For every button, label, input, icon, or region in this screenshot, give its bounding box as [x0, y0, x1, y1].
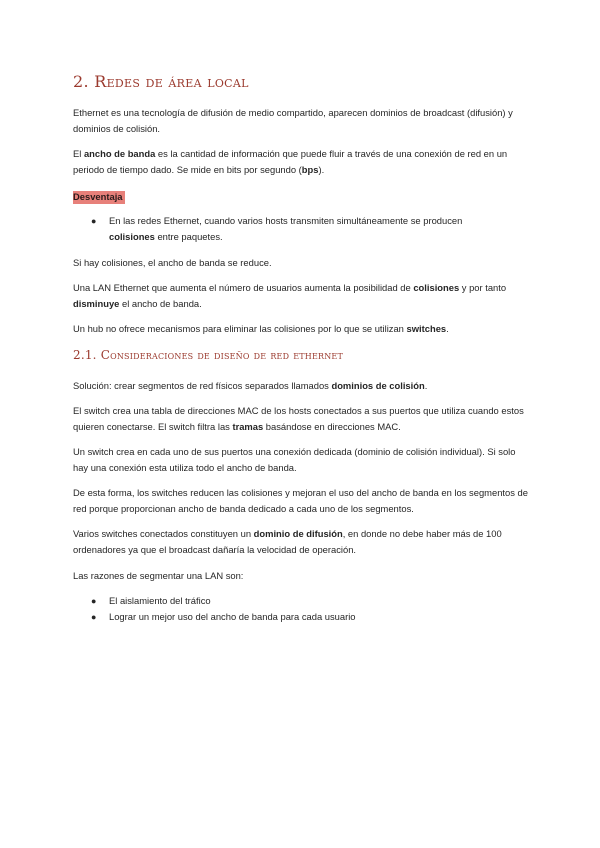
paragraph-conexion-dedicada: Un switch crea en cada uno de sus puertos una conexión dedicada (dominio de colisión individual). Si solo hay una conexión esta utiliza todo el ancho de banda. — [73, 446, 516, 473]
list-item-text: En las redes Ethernet, cuando varios hosts transmiten simultáneamente se producen colisiones entre paquetes. — [109, 215, 463, 242]
paragraph-lan-ethernet: Una LAN Ethernet que aumenta el número de usuarios aumenta la posibilidad de colisiones y por tanto disminuye el ancho de banda. — [73, 282, 507, 309]
term-disminuye: disminuye — [73, 298, 120, 309]
bullet-icon: ● — [91, 612, 97, 622]
paragraph-hub: Un hub no ofrece mecanismos para eliminar las colisiones por lo que se utilizan switches. — [73, 323, 449, 334]
list-item-colisiones — [91, 213, 521, 245]
list-item-text: Lograr un mejor uso del ancho de banda para cada usuario — [109, 611, 356, 622]
paragraph-ethernet: Ethernet es una tecnología de difusión de medio compartido, aparecen dominios de broadcast (difusión) y dominios de colisión. — [73, 107, 513, 134]
list-item — [91, 609, 521, 625]
term-ancho-de-banda: ancho de banda — [83, 148, 156, 159]
paragraph-dominio-difusion: Varios switches conectados constituyen un dominio de difusión, en donde no debe haber más de 100 ordenadores ya que el broadcast dañaría la velocidad de operación. — [73, 528, 502, 555]
paragraph-de-esta-forma: De esta forma, los switches reducen las colisiones y mejoran el uso del ancho de banda en los segmentos de red porque proporcionan ancho de banda dedicado a cada uno de los segmentos. — [73, 487, 528, 514]
bullet-icon: ● — [91, 216, 97, 226]
term-tramas: tramas — [232, 421, 264, 432]
list-item — [91, 593, 521, 609]
bullet-icon: ● — [91, 596, 97, 606]
term-dominio-de-difusion: dominio de difusión — [253, 528, 343, 539]
paragraph-solucion: Solución: crear segmentos de red físicos separados llamados dominios de colisión. — [73, 380, 428, 391]
term-colisiones: colisiones — [109, 231, 155, 242]
list-item-text: El aislamiento del tráfico — [109, 595, 211, 606]
section-title: 2. Redes de área local — [73, 72, 249, 91]
desventaja-highlight: Desventaja — [73, 191, 123, 202]
paragraph-ancho-de-banda: El ancho de banda es la cantidad de información que puede fluir a través de una conexión de red en un periodo de tiempo dado. Se mide en bits por segundo (bps). — [73, 148, 508, 175]
paragraph-razones: Las razones de segmentar una LAN son: — [73, 570, 244, 581]
paragraph-tabla-mac: El switch crea una tabla de direcciones MAC de los hosts conectados a sus puertos que utiliza cuando estos quieren conectarse. El switch filtra las tramas basándose en direcciones MAC. — [73, 405, 524, 432]
term-switches: switches — [406, 323, 447, 334]
paragraph-si-hay-colisiones: Si hay colisiones, el ancho de banda se reduce. — [73, 257, 272, 268]
term-colisiones-2: colisiones — [413, 282, 460, 293]
term-dominios-de-colision: dominios de colisión — [331, 380, 425, 391]
term-bps: bps — [301, 164, 319, 175]
subsection-title: 2.1. Consideraciones de diseño de red ethernet — [73, 348, 344, 362]
